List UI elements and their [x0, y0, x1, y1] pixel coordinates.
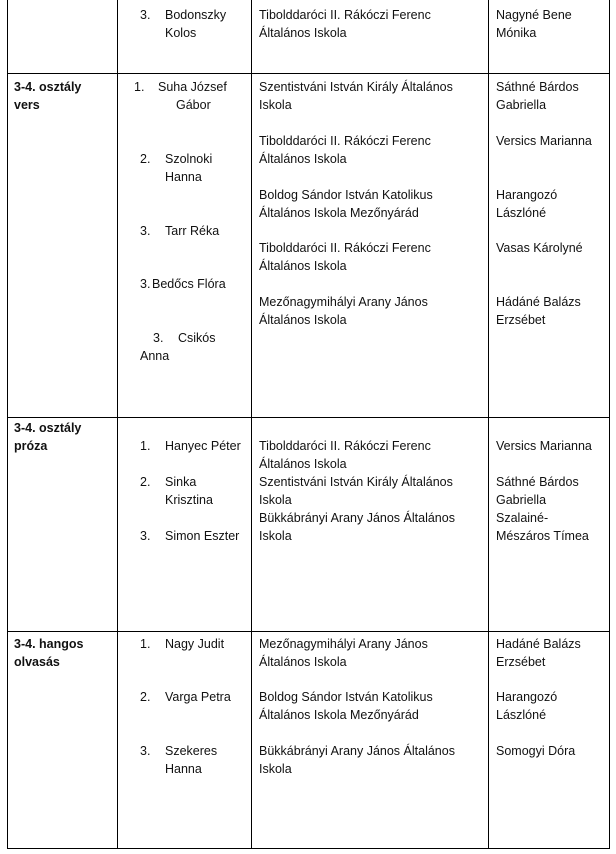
teacher-name: Lászlóné — [496, 708, 547, 722]
student-number: 2. — [140, 475, 151, 489]
student-name: Suha József — [158, 80, 227, 94]
student-name: Varga Petra — [165, 690, 231, 704]
teacher-name: Mészáros Tímea — [496, 529, 589, 543]
teacher-name: Erzsébet — [496, 313, 546, 327]
school-name: Szentistváni István Király Általános — [259, 475, 453, 489]
teacher-name: Nagyné Bene — [496, 8, 572, 22]
school-name: Általános Iskola Mezőnyárád — [259, 206, 419, 220]
student-name: Sinka — [165, 475, 197, 489]
student-number: 1. — [140, 637, 151, 651]
teacher-name: Hadáné Balázs — [496, 637, 581, 651]
teacher-name: Somogyi Dóra — [496, 744, 576, 758]
school-name: Tibolddaróci II. Rákóczi Ferenc — [259, 8, 431, 22]
school-name: Tibolddaróci II. Rákóczi Ferenc — [259, 134, 431, 148]
table-border-left — [7, 0, 8, 849]
school-name: Bükkábrányi Arany János Általános — [259, 511, 455, 525]
teacher-name: Hádáné Balázs — [496, 295, 581, 309]
student-number: 3. — [140, 529, 151, 543]
school-name: Mezőnagymihályi Arany János — [259, 637, 428, 651]
student-number: 1. — [134, 80, 145, 94]
teacher-name: Vasas Károlyné — [496, 241, 583, 255]
category-label: olvasás — [14, 655, 60, 669]
student-number: 3. — [140, 277, 151, 291]
school-name: Iskola — [259, 493, 292, 507]
student-name: Hanna — [165, 170, 202, 184]
teacher-name: Versics Marianna — [496, 439, 592, 453]
column-divider — [117, 0, 118, 849]
category-label: 3-4. osztály — [14, 421, 82, 435]
table-border-right — [609, 0, 610, 849]
student-name: Szolnoki — [165, 152, 213, 166]
student-number: 2. — [140, 152, 151, 166]
student-name: Bedőcs Flóra — [152, 277, 226, 291]
school-name: Mezőnagymihályi Arany János — [259, 295, 428, 309]
row-divider — [7, 631, 610, 632]
school-name: Általános Iskola — [259, 457, 347, 471]
column-divider — [488, 0, 489, 849]
teacher-name: Mónika — [496, 26, 537, 40]
student-number: 3. — [140, 8, 151, 22]
teacher-name: Gabriella — [496, 493, 547, 507]
school-name: Iskola — [259, 762, 292, 776]
school-name: Szentistváni István Király Általános — [259, 80, 453, 94]
school-name: Tibolddaróci II. Rákóczi Ferenc — [259, 439, 431, 453]
student-name: Anna — [140, 349, 170, 363]
school-name: Iskola — [259, 529, 292, 543]
student-number: 3. — [140, 744, 151, 758]
student-name: Hanyec Péter — [165, 439, 241, 453]
teacher-name: Lászlóné — [496, 206, 547, 220]
teacher-name: Harangozó — [496, 690, 558, 704]
school-name: Általános Iskola — [259, 313, 347, 327]
student-name: Gábor — [176, 98, 211, 112]
student-name: Simon Eszter — [165, 529, 240, 543]
category-label: 3-4. hangos — [14, 637, 84, 651]
school-name: Általános Iskola Mezőnyárád — [259, 708, 419, 722]
category-label: próza — [14, 439, 48, 453]
school-name: Boldog Sándor István Katolikus — [259, 690, 433, 704]
school-name: Boldog Sándor István Katolikus — [259, 188, 433, 202]
student-name: Nagy Judit — [165, 637, 225, 651]
student-number: 3. — [153, 331, 164, 345]
column-divider — [251, 0, 252, 849]
teacher-name: Sáthné Bárdos — [496, 475, 579, 489]
teacher-name: Versics Marianna — [496, 134, 592, 148]
school-name: Általános Iskola — [259, 655, 347, 669]
teacher-name: Szalainé- — [496, 511, 549, 525]
school-name: Iskola — [259, 98, 292, 112]
student-name: Bodonszky — [165, 8, 227, 22]
student-name: Kolos — [165, 26, 197, 40]
school-name: Tibolddaróci II. Rákóczi Ferenc — [259, 241, 431, 255]
table-border-bottom — [7, 848, 610, 849]
student-name: Tarr Réka — [165, 224, 220, 238]
row-divider — [7, 417, 610, 418]
student-name: Csikós — [178, 331, 216, 345]
school-name: Általános Iskola — [259, 152, 347, 166]
student-number: 3. — [140, 224, 151, 238]
student-name: Hanna — [165, 762, 202, 776]
school-name: Bükkábrányi Arany János Általános — [259, 744, 455, 758]
student-number: 1. — [140, 439, 151, 453]
teacher-name: Sáthné Bárdos — [496, 80, 579, 94]
student-number: 2. — [140, 690, 151, 704]
student-name: Szekeres — [165, 744, 218, 758]
school-name: Általános Iskola — [259, 259, 347, 273]
row-divider — [7, 73, 610, 74]
teacher-name: Erzsébet — [496, 655, 546, 669]
student-name: Krisztina — [165, 493, 213, 507]
category-label: 3-4. osztály — [14, 80, 82, 94]
school-name: Általános Iskola — [259, 26, 347, 40]
teacher-name: Gabriella — [496, 98, 547, 112]
teacher-name: Harangozó — [496, 188, 558, 202]
category-label: vers — [14, 98, 40, 112]
